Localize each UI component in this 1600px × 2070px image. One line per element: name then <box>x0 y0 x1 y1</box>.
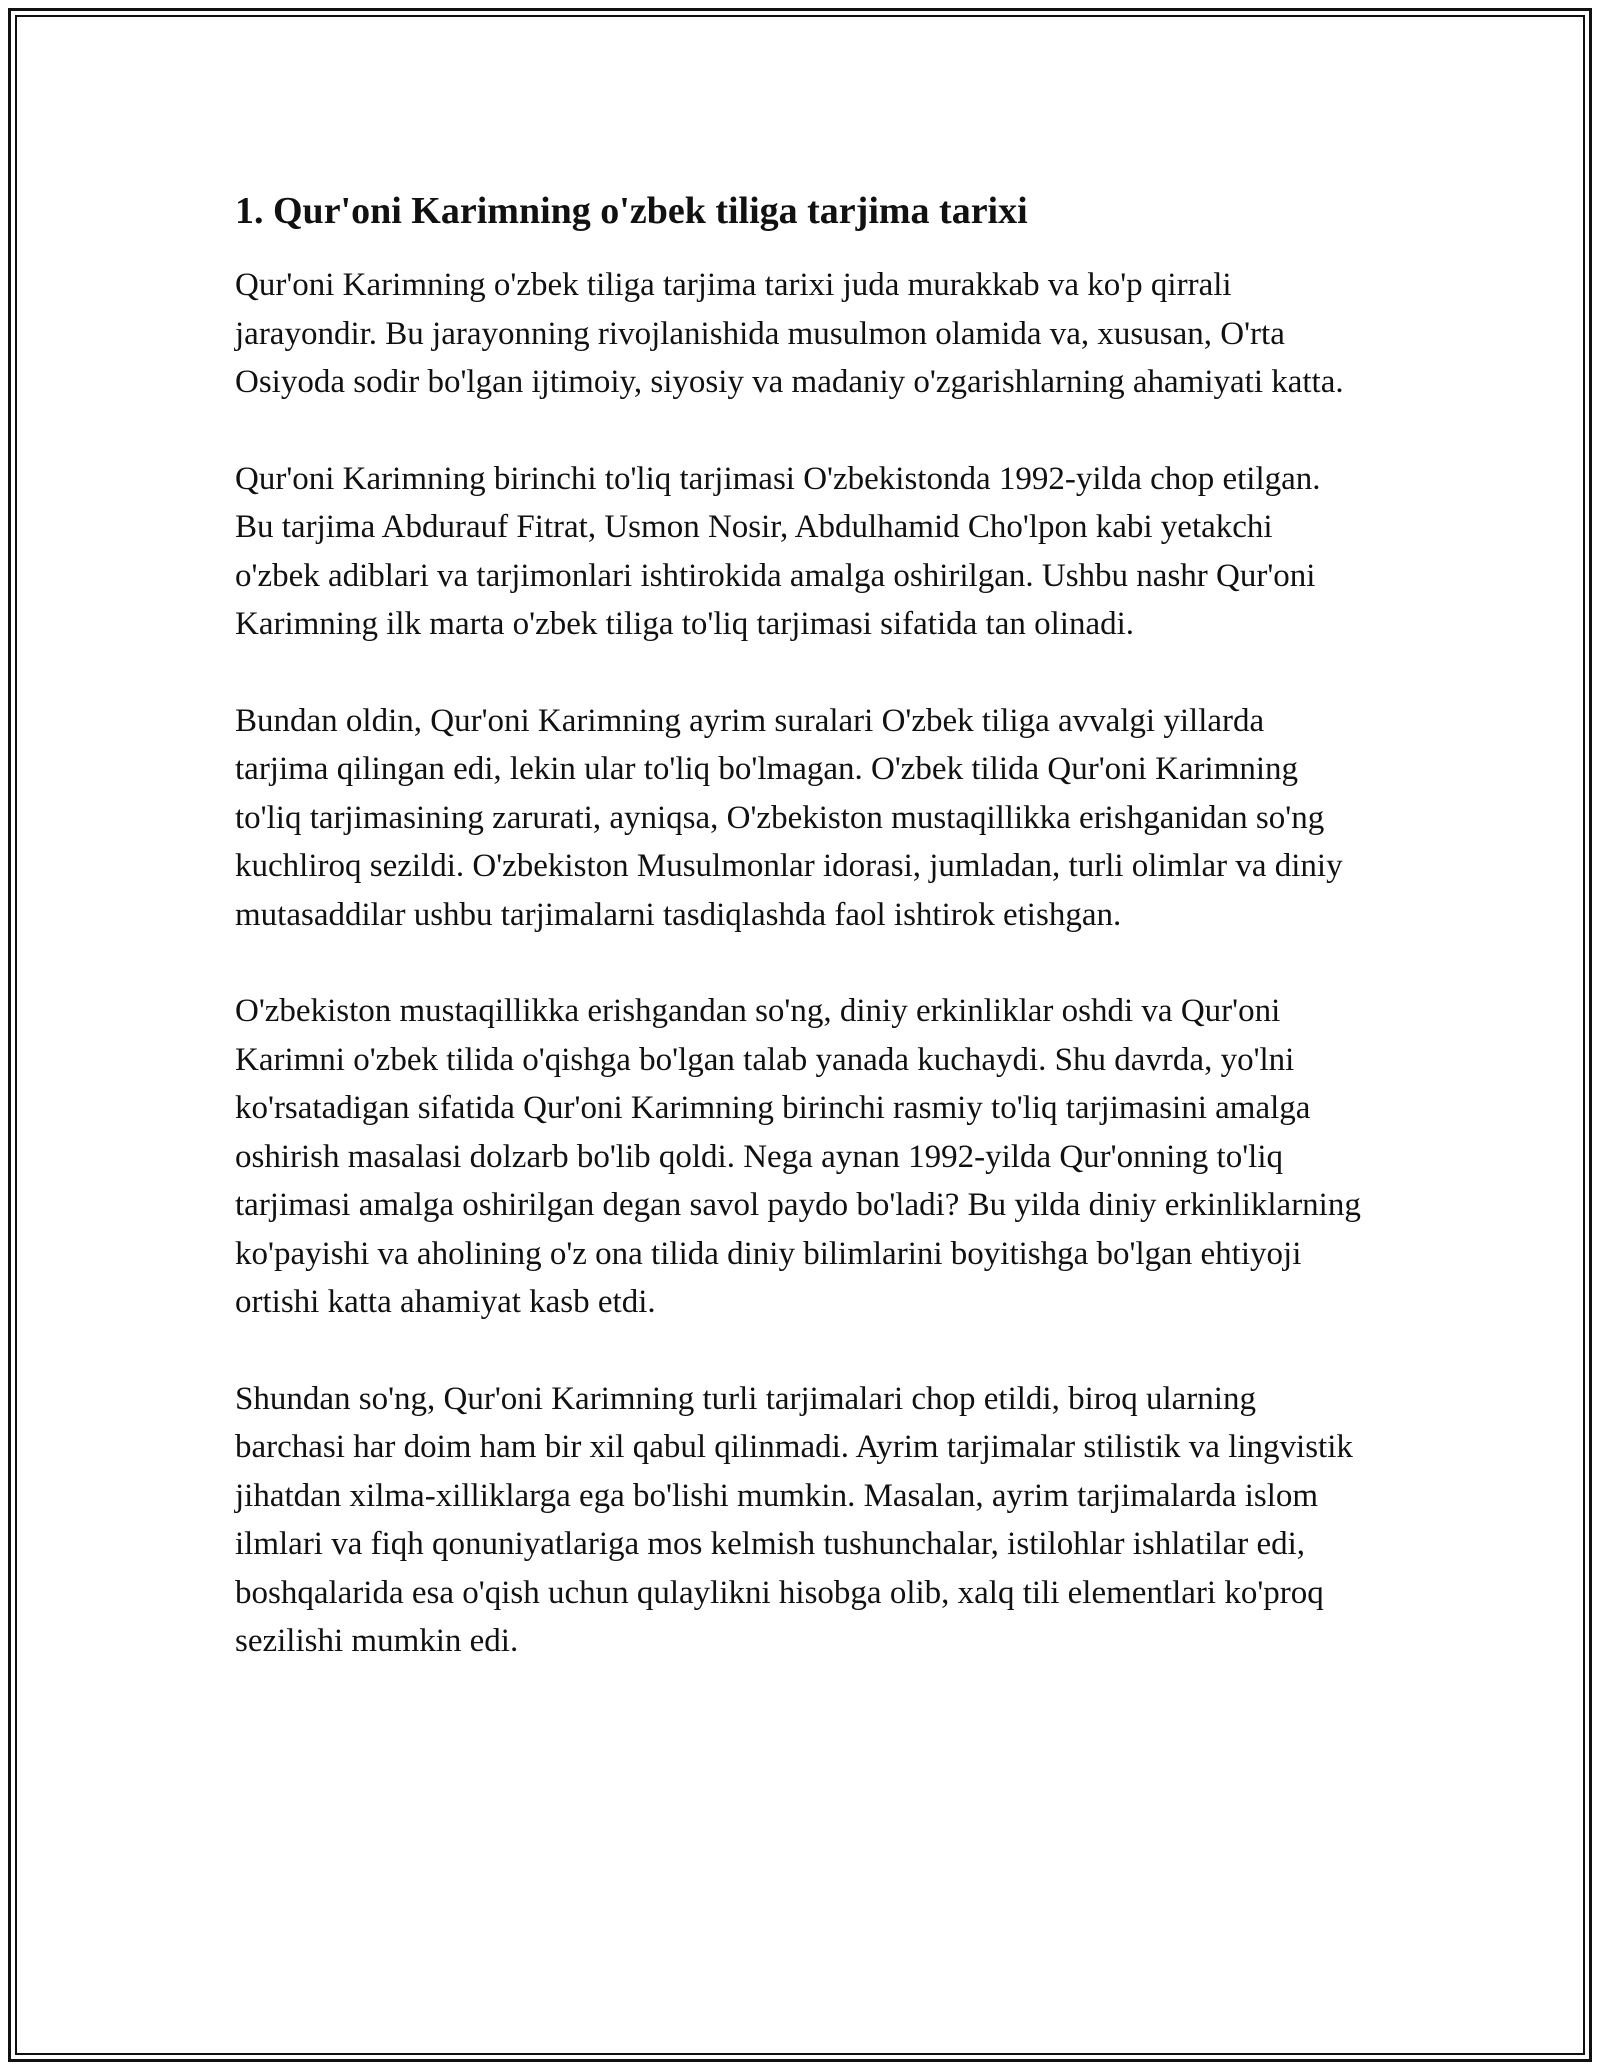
paragraph-4: O'zbekiston mustaqillikka erishgandan so'ng, diniy erkinliklar oshdi va Qur'oni Karimni o'zbek tilida o'qishga bo'lgan talab yanada kuchaydi. Shu davrda, yo'lni ko'rsatadigan sifatida Qur'oni Karimning birinchi rasmiy to'liq tarjimasini amalga oshirish masalasi dolzarb bo'lib qoldi. Nega aynan 1992-yilda Qur'onning to'liq tarjimasi amalga oshirilgan degan savol paydo bo'ladi? Bu yilda diniy erkinliklarning ko'payishi va aholining o'z ona tilida diniy bilimlarini boyitishga bo'lgan ehtiyoji ortishi katta ahamiyat kasb etdi. <box>235 993 1361 1320</box>
paragraph-5: Shundan so'ng, Qur'oni Karimning turli tarjimalari chop etildi, biroq ularning barchasi har doim ham bir xil qabul qilinmadi. Ayrim tarjimalar stilistik va lingvistik jihatdan xilma-xilliklarga ega bo'lishi mumkin. Masalan, ayrim tarjimalarda islom ilmlari va fiqh qonuniyatlariga mos kelmish tushunchalar, istilohlar ishlatilar edi, boshqalarida esa o'qish uchun qulaylikni hisobga olib, xalq tili elementlari ko'proq sezilishi mumkin edi. <box>235 1380 1353 1659</box>
section-heading: 1. Qur'oni Karimning o'zbek tiliga tarjima tarixi <box>235 190 1028 232</box>
paragraph-3: Bundan oldin, Qur'oni Karimning ayrim suralari O'zbek tiliga avvalgi yillarda tarjima qilingan edi, lekin ular to'liq bo'lmagan. O'zbek tilida Qur'oni Karimning to'liq tarjimasining zarurati, ayniqsa, O'zbekiston mustaqillikka erishganidan so'ng kuchliroq sezildi. O'zbekiston Musulmonlar idorasi, jumladan, turli olimlar va diniy mutasaddilar ushbu tarjimalarni tasdiqlashda faol ishtirok etishgan. <box>235 702 1343 933</box>
paragraph-1: Qur'oni Karimning o'zbek tiliga tarjima tarixi juda murakkab va ko'p qirrali jarayondir. Bu jarayonning rivojlanishida musulmon olamida va, xususan, O'rta Osiyoda sodir bo'lgan ijtimoiy, siyosiy va madaniy o'zgarishlarning ahamiyati katta. <box>235 267 1344 400</box>
paragraph-2: Qur'oni Karimning birinchi to'liq tarjimasi O'zbekistonda 1992-yilda chop etilgan. Bu tarjima Abdurauf Fitrat, Usmon Nosir, Abdulhamid Cho'lpon kabi yetakchi o'zbek adiblari va tarjimonlari ishtirokida amalga oshirilgan. Ushbu nashr Qur'oni Karimning ilk marta o'zbek tiliga to'liq tarjimasi sifatida tan olinadi. <box>235 460 1321 642</box>
document-body <box>235 185 1365 1666</box>
